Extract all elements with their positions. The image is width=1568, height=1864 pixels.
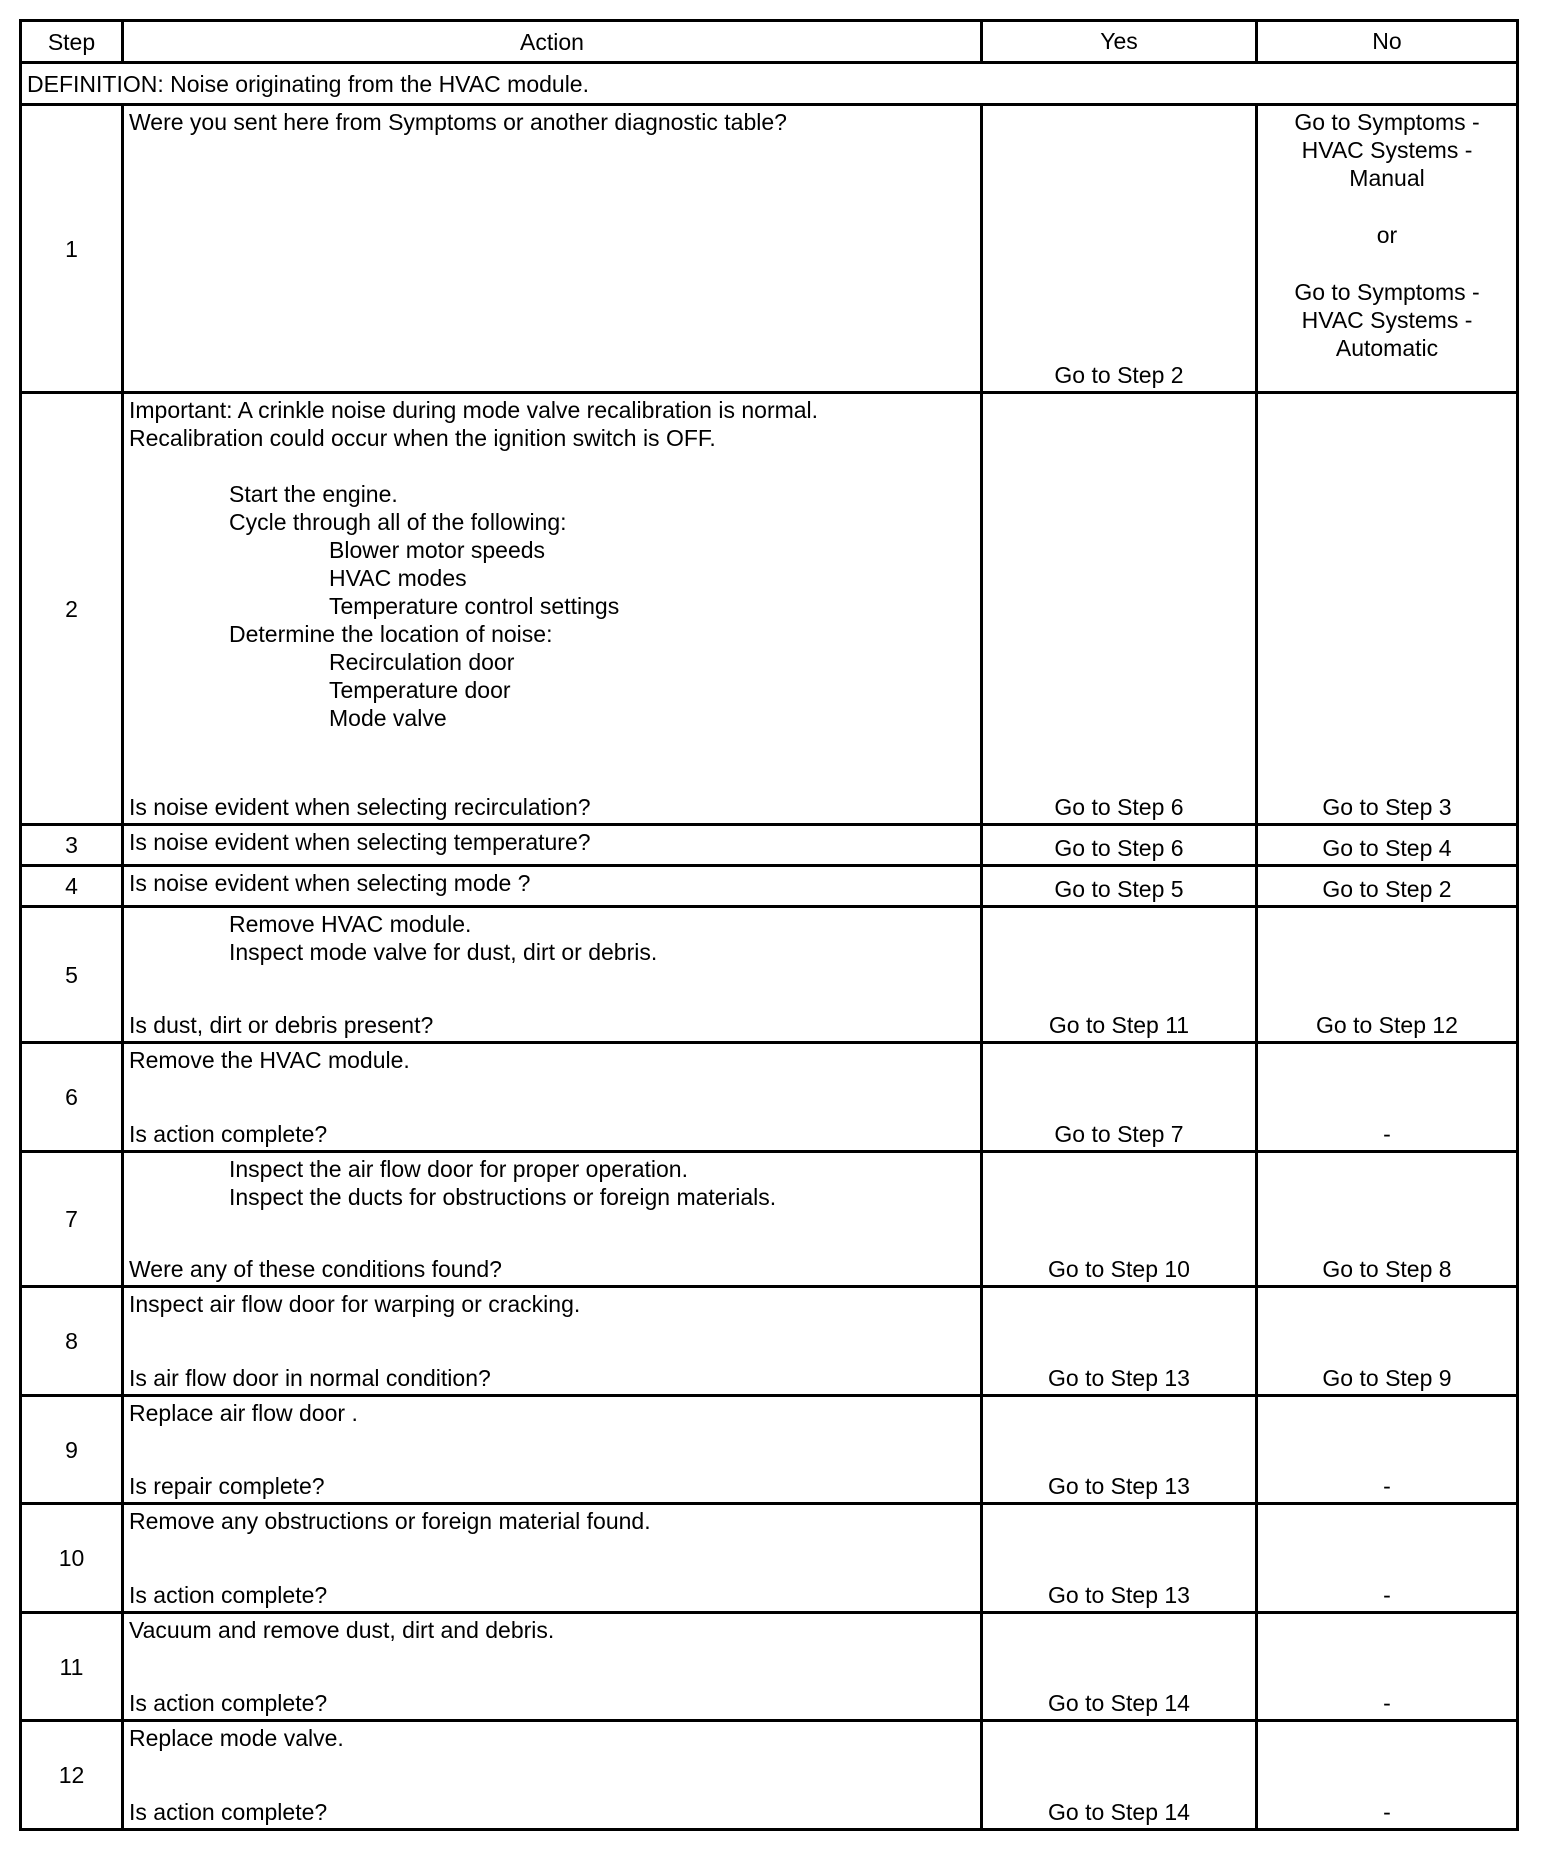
no-result: Go to Step 3 — [1257, 393, 1518, 825]
action-cell — [123, 1287, 982, 1396]
no-result-line: Go to Symptoms - — [1294, 109, 1480, 135]
action-lines — [129, 867, 975, 897]
step-number: 3 — [21, 825, 123, 866]
action-lines — [129, 1153, 975, 1211]
table-row — [21, 907, 1518, 1043]
no-result: Go to Step 12 — [1257, 907, 1518, 1043]
yes-result: Go to Step 2 — [982, 105, 1257, 393]
table-row — [21, 825, 1518, 866]
action-cell — [123, 1043, 982, 1152]
action-line: Replace mode valve. — [129, 1725, 344, 1751]
yes-result: Go to Step 7 — [982, 1043, 1257, 1152]
action-cell — [123, 393, 982, 825]
no-result: - — [1257, 1043, 1518, 1152]
step-number: 12 — [21, 1721, 123, 1830]
header-step: Step — [21, 21, 123, 63]
action-line: Temperature control settings — [329, 593, 620, 619]
action-line: Temperature door — [329, 677, 511, 703]
table-row — [21, 1152, 1518, 1287]
action-line — [129, 452, 975, 480]
action-line: Is noise evident when selecting temperature? — [129, 829, 591, 855]
yes-result: Go to Step 10 — [982, 1152, 1257, 1287]
action-question: Is action complete? — [129, 1690, 328, 1716]
no-result: Go to Step 8 — [1257, 1152, 1518, 1287]
action-line: Cycle through all of the following: — [229, 509, 567, 535]
no-result: - — [1257, 1613, 1518, 1721]
no-result: Go to Step 2 — [1257, 866, 1518, 907]
action-cell — [123, 1721, 982, 1830]
yes-result: Go to Step 14 — [982, 1721, 1257, 1830]
action-question: Were any of these conditions found? — [129, 1256, 502, 1282]
action-line: Blower motor speeds — [329, 537, 546, 563]
step-number: 6 — [21, 1043, 123, 1152]
table-row — [21, 1504, 1518, 1613]
action-line: Determine the location of noise: — [229, 621, 553, 647]
action-lines — [129, 106, 975, 136]
yes-result: Go to Step 13 — [982, 1504, 1257, 1613]
step-number: 4 — [21, 866, 123, 907]
no-result: Go to Step 9 — [1257, 1287, 1518, 1396]
action-line: Remove HVAC module. — [229, 911, 472, 937]
action-line: Vacuum and remove dust, dirt and debris. — [129, 1617, 555, 1643]
action-cell — [123, 907, 982, 1043]
action-cell — [123, 1613, 982, 1721]
action-lines — [129, 1044, 975, 1074]
action-question: Is action complete? — [129, 1582, 328, 1608]
step-number: 9 — [21, 1396, 123, 1504]
no-result-line: Go to Symptoms - — [1294, 279, 1480, 305]
step-number: 7 — [21, 1152, 123, 1287]
step-number: 5 — [21, 907, 123, 1043]
yes-result: Go to Step 6 — [982, 393, 1257, 825]
no-result-line: Automatic — [1335, 335, 1439, 361]
header-no: No — [1257, 21, 1518, 63]
header-row — [21, 21, 1518, 63]
action-question: Is action complete? — [129, 1121, 328, 1147]
table-row — [21, 105, 1518, 393]
table-row — [21, 1613, 1518, 1721]
action-line: HVAC modes — [329, 565, 467, 591]
action-line: Important: A crinkle noise during mode valve recalibration is normal. — [129, 397, 819, 423]
step-number: 2 — [21, 393, 123, 825]
header-yes: Yes — [982, 21, 1257, 63]
header-action: Action — [123, 21, 982, 63]
action-question: Is action complete? — [129, 1799, 328, 1825]
action-lines — [129, 1614, 975, 1644]
table-row — [21, 393, 1518, 825]
action-line: Inspect mode valve for dust, dirt or debris. — [229, 939, 658, 965]
no-result-line: or — [1376, 222, 1398, 248]
action-line: Inspect air flow door for warping or cracking. — [129, 1291, 581, 1317]
action-question: Is repair complete? — [129, 1473, 325, 1499]
no-result: - — [1257, 1396, 1518, 1504]
action-question: Is air flow door in normal condition? — [129, 1365, 491, 1391]
action-cell — [123, 866, 982, 907]
action-line: Were you sent here from Symptoms or another diagnostic table? — [129, 109, 787, 135]
no-result-line: Manual — [1349, 165, 1425, 191]
action-line: Replace air flow door . — [129, 1400, 358, 1426]
action-line: Inspect the air flow door for proper operation. — [229, 1156, 688, 1182]
action-line: Inspect the ducts for obstructions or foreign materials. — [229, 1184, 777, 1210]
yes-result: Go to Step 13 — [982, 1287, 1257, 1396]
action-line: Start the engine. — [229, 481, 398, 507]
definition-text: DEFINITION: Noise originating from the HVAC module. — [21, 63, 1518, 105]
yes-result: Go to Step 13 — [982, 1396, 1257, 1504]
yes-result: Go to Step 14 — [982, 1613, 1257, 1721]
action-line: Recirculation door — [329, 649, 515, 675]
action-line: Remove any obstructions or foreign material found. — [129, 1508, 651, 1534]
no-result — [1257, 105, 1518, 393]
table-row — [21, 1287, 1518, 1396]
action-cell — [123, 105, 982, 393]
table-row — [21, 1043, 1518, 1152]
action-line: Remove the HVAC module. — [129, 1047, 410, 1073]
action-question: Is dust, dirt or debris present? — [129, 1012, 434, 1038]
yes-result: Go to Step 6 — [982, 825, 1257, 866]
definition-row — [21, 63, 1518, 105]
no-result-line: HVAC Systems - — [1301, 137, 1473, 163]
no-result-line — [1263, 249, 1511, 278]
no-result: - — [1257, 1721, 1518, 1830]
action-line: Is noise evident when selecting mode ? — [129, 870, 531, 896]
action-cell — [123, 1152, 982, 1287]
action-lines — [129, 1397, 975, 1427]
yes-result: Go to Step 5 — [982, 866, 1257, 907]
action-line: Recalibration could occur when the ignition switch is OFF. — [129, 425, 716, 451]
action-lines — [129, 826, 975, 856]
action-question: Is noise evident when selecting recirculation? — [129, 794, 591, 820]
step-number: 11 — [21, 1613, 123, 1721]
step-number: 8 — [21, 1287, 123, 1396]
no-result-line — [1263, 192, 1511, 221]
action-cell — [123, 825, 982, 866]
no-result: - — [1257, 1504, 1518, 1613]
action-lines — [129, 394, 975, 732]
table-row — [21, 866, 1518, 907]
no-result-line: HVAC Systems - — [1301, 307, 1473, 333]
action-lines — [129, 1288, 975, 1318]
action-lines — [129, 1722, 975, 1752]
action-lines — [129, 908, 975, 966]
action-line: Mode valve — [329, 705, 447, 731]
table-row — [21, 1396, 1518, 1504]
step-number: 1 — [21, 105, 123, 393]
action-cell — [123, 1504, 982, 1613]
table-row — [21, 1721, 1518, 1830]
action-lines — [129, 1505, 975, 1535]
yes-result: Go to Step 11 — [982, 907, 1257, 1043]
no-result: Go to Step 4 — [1257, 825, 1518, 866]
diagnostic-table — [19, 19, 1519, 1831]
action-cell — [123, 1396, 982, 1504]
step-number: 10 — [21, 1504, 123, 1613]
